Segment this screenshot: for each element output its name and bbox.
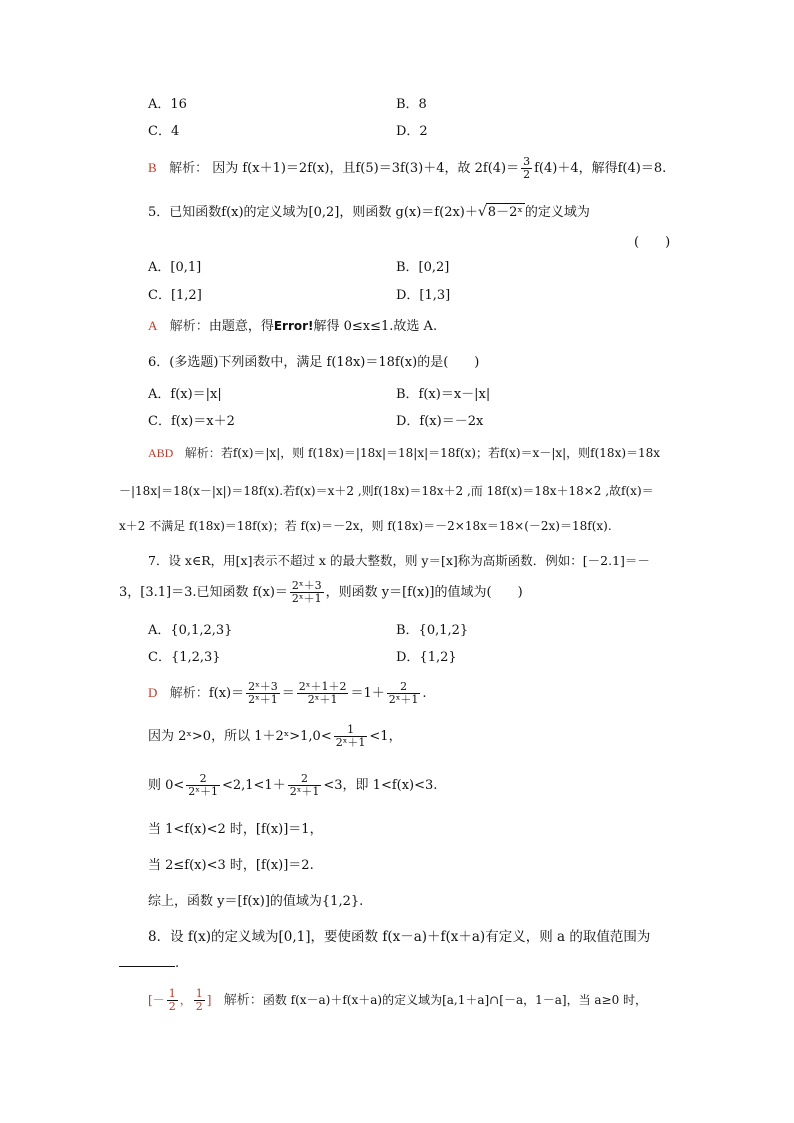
q7-solution-line-5: 当 2≤f(x)<3 时，[f(x)]＝2. xyxy=(148,858,314,873)
q4-solution-text-2: f(4)＋4，解得f(4)＝8. xyxy=(534,161,667,176)
q5-solution-label: 解析： xyxy=(169,319,209,334)
q5-option-b: B．[0,2] xyxy=(396,260,450,275)
q5-solution xyxy=(148,317,437,336)
q8-solution xyxy=(148,983,647,1018)
q6-option-a: A．f(x)＝|x| xyxy=(148,387,222,402)
q7-line2-frac-den: 2ˣ＋1 xyxy=(335,736,366,749)
q7-sol-dot: . xyxy=(422,686,427,701)
q7-line3-frac-a-num: 2 xyxy=(186,773,220,786)
q5-option-c: C．[1,2] xyxy=(148,288,202,303)
q5-option-a: A．[0,1] xyxy=(148,260,202,275)
q6-stem: 6．(多选题)下列函数中，满足 f(18x)＝18f(x)的是( ) xyxy=(148,355,480,370)
q4-option-d: D．2 xyxy=(396,124,428,139)
q7-stem-text-2a: 3，[3.1]＝3.已知函数 f(x)＝ xyxy=(119,585,288,600)
q7-sol-eq: ＝ xyxy=(281,686,295,701)
q8-answer-blank xyxy=(119,966,175,967)
q6-solution-line-2: －|18x|＝18(x－|x|)＝18f(x).若f(x)＝x＋2 ,则f(18x)＝18x＋2 ,而 18f(x)＝18x＋18×2 ,故f(x)＝ xyxy=(119,484,654,498)
q7-option-c: C．{1,2,3} xyxy=(148,650,221,665)
q6-solution-label: 解析： xyxy=(184,446,221,460)
q7-solution-line-1 xyxy=(148,676,427,711)
q7-sol-frac-3 xyxy=(387,681,421,706)
q8-answer-frac-1-den: 2 xyxy=(168,1000,176,1013)
q7-sol-frac-1-den: 2ˣ＋1 xyxy=(248,693,278,706)
q8-answer-comma: ， xyxy=(179,993,192,1007)
q5-solution-text-1: 由题意，得 xyxy=(208,319,274,334)
q8-blank xyxy=(119,955,179,973)
q4-fraction xyxy=(521,156,532,181)
q7-sol-frac-3-num: 2 xyxy=(387,681,421,694)
q5-option-d: D．[1,3] xyxy=(396,288,451,303)
q5-answer: A xyxy=(148,318,158,333)
q8-blank-period: . xyxy=(175,956,180,971)
q7-stem-line-1: 7．设 x∈R，用[x]表示不超过 x 的最大整数，则 y＝[x]称为高斯函数．例如：[－2.1]＝－ xyxy=(148,553,650,568)
q7-solution-label: 解析： xyxy=(169,686,209,701)
q8-answer-frac-2-num: 1 xyxy=(195,987,203,1000)
q5-solution-text-2: 解得 0≤x≤1.故选 A. xyxy=(313,319,438,334)
q6-option-c: C．f(x)＝x＋2 xyxy=(148,414,235,429)
q8-answer-frac-1-num: 1 xyxy=(168,987,176,1000)
q4-option-b: B．8 xyxy=(396,97,427,112)
q7-sol-frac-2-num: 2ˣ＋1＋2 xyxy=(298,680,347,693)
q4-answer: B xyxy=(148,160,157,175)
q7-stem-frac-den: 2ˣ＋1 xyxy=(291,592,322,605)
q8-answer xyxy=(148,987,212,1013)
q7-option-b: B．{0,1,2} xyxy=(396,623,469,638)
q7-sol-fx: f(x)＝ xyxy=(208,686,245,701)
q7-solution-line-4: 当 1<f(x)<2 时，[f(x)]＝1， xyxy=(148,822,323,837)
q7-line2-frac xyxy=(334,724,368,749)
q4-option-c: C．4 xyxy=(148,124,180,139)
q7-line3-frac-b xyxy=(288,773,322,798)
q5-answer-paren: ( ) xyxy=(634,235,671,250)
q7-stem-fraction xyxy=(290,580,324,605)
q6-solution-line-1 xyxy=(148,444,660,462)
q8-stem: 8．设 f(x)的定义域为[0,1]，要使函数 f(x－a)＋f(x＋a)有定义，则 a 的取值范围为 xyxy=(148,929,651,945)
q7-option-d: D．{1,2} xyxy=(396,650,457,665)
q7-line2-text-b: <1， xyxy=(369,729,402,744)
q8-solution-label: 解析： xyxy=(223,993,263,1008)
q6-solution-line-3: x＋2 不满足 f(18x)＝18f(x)；若 f(x)＝－2x，则 f(18x)＝－2×18x＝18×(－2x)＝18f(x). xyxy=(119,519,612,533)
q7-solution-line-6: 综上，函数 y＝[f(x)]的值域为{1,2}. xyxy=(148,894,364,909)
q7-sol-frac-3-den: 2ˣ＋1 xyxy=(388,693,419,706)
q4-solution-label: 解析： xyxy=(169,161,209,176)
q7-stem-text-2b: ，则函数 y＝[f(x)]的值域为( ) xyxy=(325,585,523,600)
q7-solution-line-3 xyxy=(148,769,437,803)
q6-solution-text-1: 若f(x)＝|x|，则 f(18x)＝|18x|＝18|x|＝18f(x)；若f(x)＝x－|x|，则f(18x)＝18x xyxy=(220,446,661,460)
q8-answer-frac-1 xyxy=(167,988,178,1013)
q6-option-d: D．f(x)＝－2x xyxy=(396,414,484,429)
q4-fraction-den: 2 xyxy=(523,168,531,181)
q7-line3-text-b: <2,1<1＋ xyxy=(221,778,286,793)
q7-line3-text-a: 则 0< xyxy=(148,778,185,793)
q7-stem-frac-num: 2ˣ＋3 xyxy=(291,579,322,592)
sqrt-icon: √ xyxy=(477,204,487,220)
q8-answer-open: [－ xyxy=(148,993,165,1007)
q7-line3-frac-a xyxy=(186,773,220,798)
q5-stem-text-2: 的定义域为 xyxy=(524,205,590,220)
q5-stem-text-1: 5．已知函数f(x)的定义域为[0,2]，则函数 g(x)＝f(2x)＋ xyxy=(148,205,478,220)
q8-answer-close: ] xyxy=(206,993,212,1007)
q7-line2-text-a: 因为 2ˣ>0，所以 1＋2ˣ>1,0< xyxy=(148,729,332,744)
q8-answer-frac-2 xyxy=(194,988,205,1013)
q7-sol-frac-2-den: 2ˣ＋1 xyxy=(307,693,338,706)
q7-line3-frac-a-den: 2ˣ＋1 xyxy=(188,785,218,798)
q4-option-a: A．16 xyxy=(148,97,187,112)
q8-solution-text: 函数 f(x－a)＋f(x＋a)的定义域为[a,1＋a]∩[－a，1－a]，当 a≥0 时， xyxy=(262,993,648,1007)
q4-fraction-num: 3 xyxy=(523,155,531,168)
q5-error-text: Error! xyxy=(273,319,314,333)
q7-answer: D xyxy=(148,685,158,700)
q7-sol-frac-2 xyxy=(297,681,349,706)
q7-option-a: A．{0,1,2,3} xyxy=(148,623,233,638)
q7-line2-frac-num: 1 xyxy=(334,724,368,737)
q4-solution xyxy=(148,155,666,182)
q8-answer-frac-2-den: 2 xyxy=(195,1000,203,1013)
q7-line3-frac-b-den: 2ˣ＋1 xyxy=(289,785,320,798)
q5-sqrt-radicand: 8－2ˣ xyxy=(487,205,523,220)
q7-line3-text-c: <3，即 1<f(x)<3. xyxy=(323,778,438,793)
q7-sol-frac-1 xyxy=(246,681,280,706)
q7-sol-frac-1-num: 2ˣ＋3 xyxy=(248,680,278,693)
q4-solution-text-1: 因为 f(x＋1)＝2f(x)，且f(5)＝3f(3)＋4，故 2f(4)＝ xyxy=(212,161,520,176)
q5-stem xyxy=(148,203,590,222)
q6-answer: ABD xyxy=(148,446,174,460)
q7-sol-one-plus: ＝1＋ xyxy=(350,686,385,701)
q7-line3-frac-b-num: 2 xyxy=(288,773,322,786)
q6-option-b: B．f(x)＝x－|x| xyxy=(396,387,491,402)
q7-solution-line-2 xyxy=(148,720,402,754)
q7-stem-line-2 xyxy=(119,576,523,610)
